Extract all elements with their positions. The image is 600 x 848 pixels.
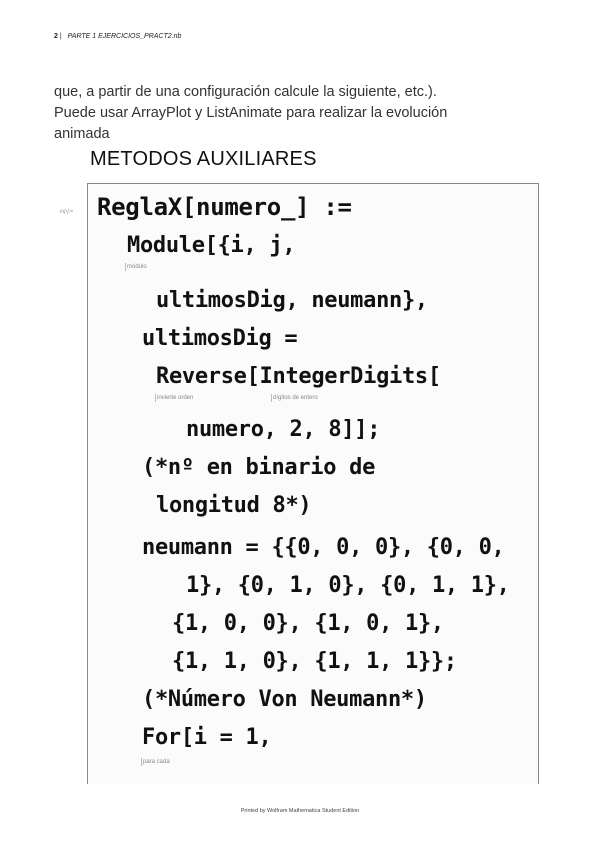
instruction-paragraph (54, 82, 538, 145)
code-line-11: {1, 0, 0}, {1, 0, 1}, (172, 611, 444, 636)
code-line-5: Reverse[IntegerDigits[ (156, 364, 441, 389)
code-line-2: Module[{i, j, (127, 233, 296, 258)
code-line-6: numero, 2, 8]]; (186, 417, 381, 442)
code-line-3: ultimosDig, neumann}, (156, 288, 428, 313)
code-line-14: For[i = 1, (142, 725, 272, 750)
page-header (54, 33, 181, 40)
code-line-12: {1, 1, 0}, {1, 1, 1}}; (172, 649, 457, 674)
code-line-13: (*Número Von Neumann*) (142, 687, 427, 712)
code-line-1: ReglaX[numero_] := (97, 193, 352, 221)
code-line-10: 1}, {0, 1, 0}, {0, 1, 1}, (186, 573, 510, 598)
paragraph-line-3: animada (54, 126, 110, 142)
notebook-title: PARTE 1 EJERCICIOS_PRACT2.nb (67, 33, 182, 40)
page-footer: Printed by Wolfram Mathematica Student Edition (240, 808, 360, 814)
page-number: 2 (54, 33, 58, 40)
code-line-7: (*nº en binario de (142, 455, 376, 480)
input-cell-label: In[•]:= (60, 209, 74, 215)
paragraph-line-1: que, a partir de una configuración calcule la siguiente, etc.). (54, 84, 437, 100)
paragraph-line-2: Puede usar ArrayPlot y ListAnimate para realizar la evolución (54, 105, 448, 121)
hint-reverse: invierte orden (157, 395, 194, 401)
code-line-4: ultimosDig = (142, 326, 298, 351)
hint-module: módulo (127, 264, 147, 270)
section-title: METODOS AUXILIARES (90, 148, 317, 170)
code-line-8: longitud 8*) (156, 493, 312, 518)
header-separator: | (59, 33, 62, 40)
hint-for: para cada (143, 759, 170, 765)
code-line-9: neumann = {{0, 0, 0}, {0, 0, (142, 535, 505, 560)
code-cell[interactable] (87, 183, 539, 784)
hint-integer-digits: dígitos de entero (273, 395, 318, 401)
